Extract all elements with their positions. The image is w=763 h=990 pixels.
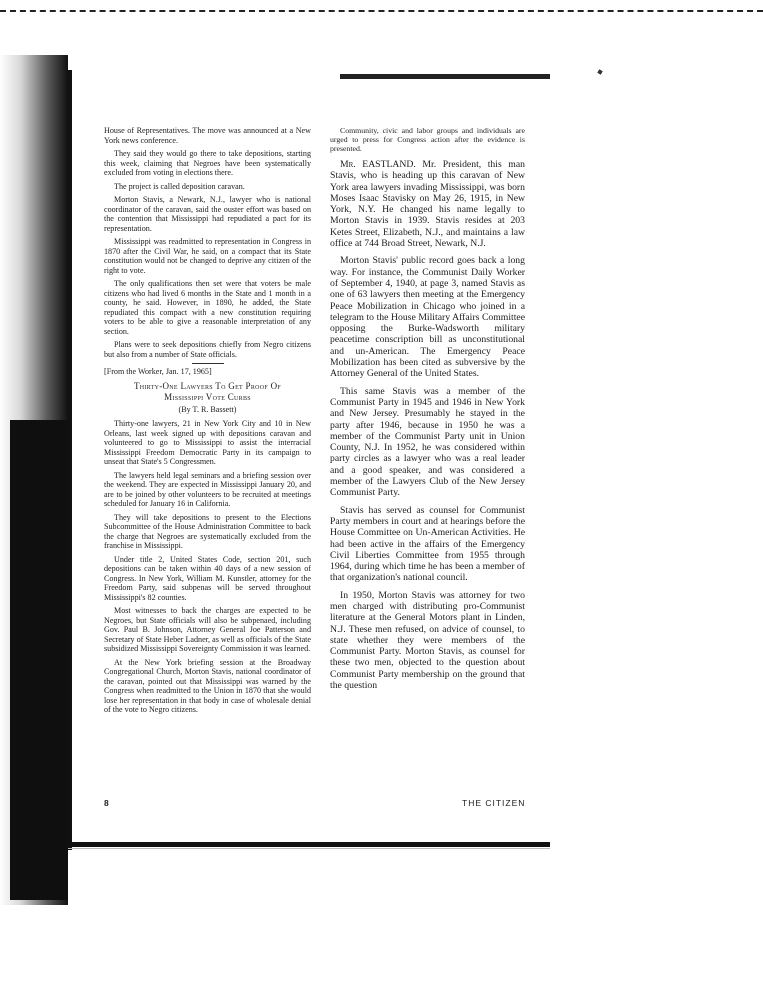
page-top-rule [340,74,550,79]
source-citation: [From the Worker, Jan. 17, 1965] [104,367,212,376]
article-byline: (By T. R. Bassett) [178,404,237,414]
article-paragraph: Most witnesses to back the charges are expected to be Negroes, but State officials will also be subpenaed, including Gov. Paul B. Johnson, Attorney General Joe Patterson and Secretary of State Heber Ladner, as well as officials of the State subsidized Mississippi Sovereignty Commission it was learned. [104,606,311,653]
page-number: 8 [104,798,109,808]
speech-paragraph: Stavis has served as counsel for Communist Party members in court and at hearings before the House Committee on Un-American Activities. He had been active in the affairs of the Emergency Civil Liberties Committee from 1955 through 1964, during which time he has been a member of that organization's national council. [330,504,525,584]
speech-paragraph: In 1950, Morton Stavis was attorney for two men charged with distributing pro-Communist literature at the General Motors plant in Linden, N.J. These men refused, on advice of counsel, to state whether they were members of the Communist Party. Morton Stavis, as counsel for these two men, objected to the question about Communist Party membership on the ground that the question [330,589,525,692]
headline-line-2: Mississippi Vote Curbs [164,391,251,402]
left-paragraph: They said they would go there to take depositions, starting this week, claiming that Negroes have been systematically excluded from voting in elections there. [104,149,311,177]
article-paragraph: At the New York briefing session at the Broadway Congregational Church, Morton Stavis, national coordinator of the caravan, pointed out that Mississippi was warned by the Congress when readmitted to the Union in 1870 that she would lose her representation in that body in case of wholesale denial of the vote to Negro citizens. [104,657,311,714]
speech-paragraph: Morton Stavis' public record goes back a long way. For instance, the Communist Daily Worker of September 4, 1940, at page 3, named Stavis as one of 63 lawyers then meeting at the Emergency Peace Mobilization in Chicago who joined in a telegram to the House Military Affairs Committee opposing the Burke-Wadsworth military peacetime conscription bill as unconstitutional and un-American. The Emergency Peace Mobilization has been cited as subversive by the Attorney General of the United States. [330,255,525,380]
left-paragraph: House of Representatives. The move was announced at a New York news conference. [104,126,311,145]
page-bottom-edge [68,848,550,849]
article-paragraph: Under title 2, United States Code, section 201, such depositions can be taken within 40 days of a new session of Congress. In New York, William M. Kunstler, attorney for the Freedom Party, said subpenas will be served throughout Mississippi's 82 counties. [104,554,311,602]
page-bottom-rule [68,842,550,847]
right-column [330,126,525,697]
headline-line-1: Thirty-One Lawyers To Get Proof Of [133,380,282,391]
left-paragraph: Mississippi was readmitted to representation in Congress in 1870 after the Civil War, he said, on a compact that its State constitution would not be changed to deprive any citizen of the right to vote. [104,237,311,275]
left-paragraph: Morton Stavis, a Newark, N.J., lawyer who is national coordinator of the caravan, said the ouster effort was based on the contention that Mississippi had repudiated a pact for its representation. [104,195,311,233]
book-binding-dark [10,420,68,900]
left-paragraph: The only qualifications then set were that voters be male citizens who had lived 6 months in the State and 1 month in a county, he said. However, in 1890, he added, the State repudiated this compact with a new constitution requiring voters to be able to give a reasonable interpretation of any section. [104,279,311,336]
article-paragraph: They will take depositions to present to the Elections Subcommittee of the House Administration Committee to back the charge that Negroes are systematically excluded from the franchise in Mississippi. [104,512,311,550]
scan-top-edge [0,10,763,12]
speech-text: Mr. President, this man Stavis, who is heading up this caravan of New York area lawyers invading Mississippi, was born Moses Isaac Stavisky on May 26, 1915, in New York, N.Y. He changed his name legally to Morton Stavis in 1939. Stavis resides at 203 Ketes Street, Elizabeth, N.J., and maintains a law office at 744 Broad Street, Newark, N.J. [330,159,525,250]
article-closing-paragraph: Community, civic and labor groups and individuals are urged to press for Congress action after the evidence is presented. [330,126,525,153]
left-column [104,126,311,719]
left-paragraph: The project is called deposition caravan. [114,181,245,191]
speech-paragraph: This same Stavis was a member of the Communist Party in 1945 and 1946 in New York and New Jersey. Presumably he stayed in the party after 1946, because in 1950 he was a member of the Communist Party unit in Union County, N.J. In 1952, he was considered within party circles as a lawyer who was a real leader and a good speaker, and was considered a member of the Lawyers Club of the New Jersey Communist Party. [330,385,525,499]
article-paragraph: Thirty-one lawyers, 21 in New York City and 10 in New Orleans, last week signed up with depositions caravan and volunteered to go to Mississippi to assist the interracial Mississippi Freedom Democratic Party in its campaign to unseat that State's 5 Congressmen. [104,419,311,466]
scan-speck [597,69,602,74]
publication-name: THE CITIZEN [462,798,526,808]
article-paragraph: The lawyers held legal seminars and a briefing session over the weekend. They are expected in Mississippi January 20, and are to be joined by other volunteers to be recruited at meetings scheduled for January 16 in California. [104,470,311,508]
section-divider [192,363,224,364]
speaker-name: Mr. EASTLAND. [340,159,416,170]
speech-paragraph [330,159,525,249]
article-headline [104,381,311,403]
left-paragraph: Plans were to seek depositions chiefly from Negro citizens but also from a number of State officials. [104,340,311,359]
